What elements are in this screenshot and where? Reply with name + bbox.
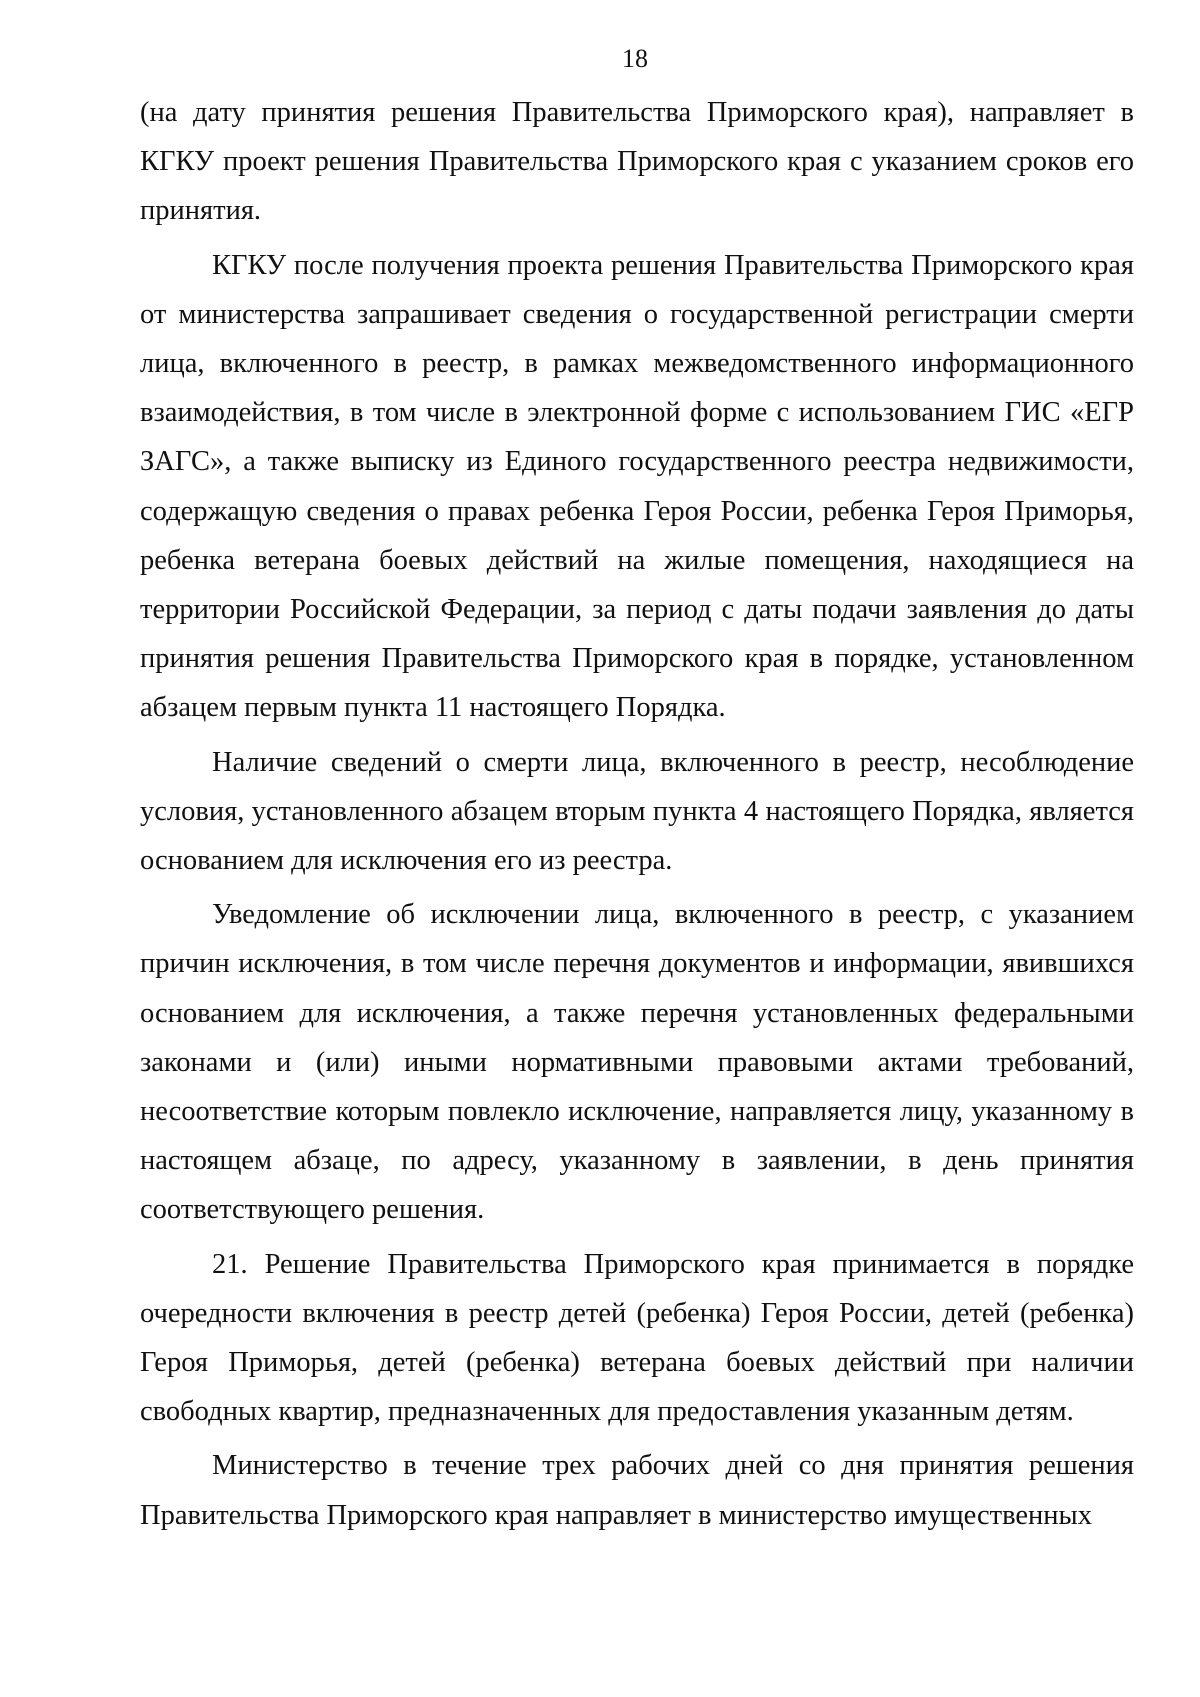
paragraph-ministry-action: Министерство в течение трех рабочих дней со дня принятия решения Правительства Приморского края направляет в министерство имущественных bbox=[140, 1450, 1134, 1531]
paragraph-item-21: 21. Решение Правительства Приморского края принимается в порядке очередности включения в реестр детей (ребенка) Героя России, детей (ребенка) Героя Приморья, детей (ребенка) ветерана боевых действий при наличии свободных квартир, предназначенных для предоставления указанным детям. bbox=[140, 1248, 1134, 1428]
paragraph-exclusion-grounds: Наличие сведений о смерти лица, включенного в реестр, несоблюдение условия, установленного абзацем вторым пункта 4 настоящего Порядка, является основанием для исключения его из реестра. bbox=[140, 746, 1134, 877]
paragraph-kgku-request: КГКУ после получения проекта решения Правительства Приморского края от министерства запрашивает сведения о государственной регистрации смерти лица, включенного в реестр, в рамках межведомственного информационного взаимодействия, в том числе в электронной форме с использованием ГИС «ЕГР ЗАГС», а также выписку из Единого государственного реестра недвижимости, содержащую сведения о правах ребенка Героя России, ребенка Героя Приморья, ребенка ветерана боевых действий на жилые помещения, находящиеся на территории Российской Федерации, за период с даты подачи заявления до даты принятия решения Правительства Приморского края в порядке, установленном абзацем первым пункта 11 настоящего Порядка. bbox=[140, 249, 1134, 724]
document-body bbox=[140, 88, 1134, 1545]
paragraph-continuation: (на дату принятия решения Правительства Приморского края), направляет в КГКУ проект решения Правительства Приморского края с указанием сроков его принятия. bbox=[140, 97, 1134, 227]
page-number: 18 bbox=[622, 44, 648, 73]
paragraph-exclusion-notice: Уведомление об исключении лица, включенного в реестр, с указанием причин исключения, в том числе перечня документов и информации, явившихся основанием для исключения, а также перечня установленных федеральными законами и (или) иными нормативными правовыми актами требований, несоответствие которым повлекло исключение, направляется лицу, указанному в настоящем абзаце, по адресу, указанному в заявлении, в день принятия соответствующего решения. bbox=[140, 899, 1134, 1226]
